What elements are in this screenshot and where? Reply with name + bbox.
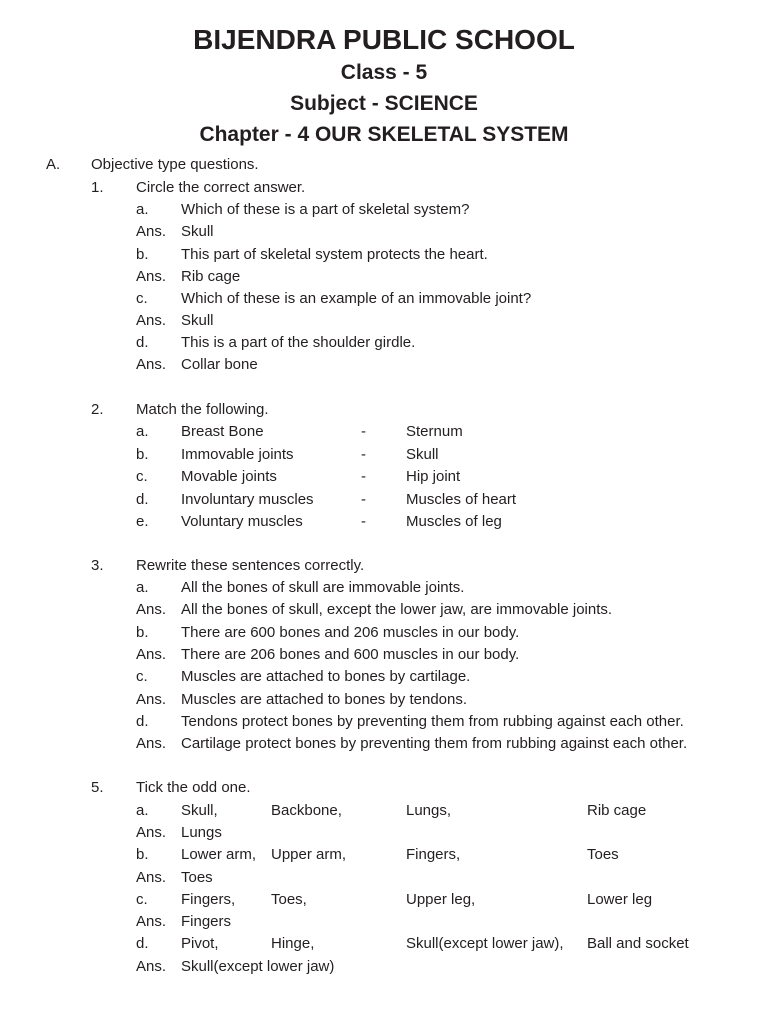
- item-text: This is a part of the shoulder girdle.: [181, 334, 416, 351]
- option-3: Lungs,: [406, 802, 452, 819]
- match-dash: -: [361, 491, 366, 508]
- answer-text: All the bones of skull, except the lower jaw, are immovable joints.: [181, 601, 613, 618]
- item-text: All the bones of skull are immovable joints.: [181, 579, 465, 596]
- match-left: Movable joints: [181, 468, 277, 485]
- answer-text: Collar bone: [181, 356, 258, 373]
- answer-label: Ans.: [136, 268, 167, 285]
- match-right: Hip joint: [406, 468, 461, 485]
- answer-label: Ans.: [136, 356, 167, 373]
- answer-label: Ans.: [136, 913, 167, 930]
- item-label: a.: [136, 201, 149, 218]
- answer-text: Muscles are attached to bones by tendons.: [181, 691, 468, 708]
- option-2: Hinge,: [271, 935, 315, 952]
- option-1: Pivot,: [181, 935, 219, 952]
- answer-text: There are 206 bones and 600 muscles in our body.: [181, 646, 520, 663]
- option-4: Lower leg: [587, 891, 653, 908]
- answer-label: Ans.: [136, 691, 167, 708]
- match-label: a.: [136, 423, 149, 440]
- subject-heading: Subject - SCIENCE: [290, 92, 478, 115]
- school-name: BIJENDRA PUBLIC SCHOOL: [193, 24, 575, 55]
- match-label: e.: [136, 513, 149, 530]
- answer-label: Ans.: [136, 735, 167, 752]
- question-number: 5.: [91, 779, 104, 796]
- option-4: Ball and socket: [587, 935, 689, 952]
- answer-label: Ans.: [136, 312, 167, 329]
- question-title: Tick the odd one.: [136, 779, 251, 796]
- answer-label: Ans.: [136, 223, 167, 240]
- item-text: There are 600 bones and 206 muscles in our body.: [181, 624, 520, 641]
- option-4: Rib cage: [587, 802, 647, 819]
- option-3: Fingers,: [406, 846, 461, 863]
- option-2: Backbone,: [271, 802, 342, 819]
- section-title: Objective type questions.: [91, 156, 259, 173]
- option-label: c.: [136, 891, 148, 908]
- item-label: d.: [136, 334, 149, 351]
- option-2: Upper arm,: [271, 846, 347, 863]
- answer-text: Lungs: [181, 824, 222, 841]
- item-label: b.: [136, 624, 149, 641]
- answer-label: Ans.: [136, 869, 167, 886]
- match-right: Muscles of heart: [406, 491, 517, 508]
- match-left: Involuntary muscles: [181, 491, 314, 508]
- option-label: b.: [136, 846, 149, 863]
- option-1: Skull,: [181, 802, 218, 819]
- match-left: Breast Bone: [181, 423, 264, 440]
- item-label: c.: [136, 290, 148, 307]
- answer-text: Skull(except lower jaw): [181, 958, 335, 975]
- answer-label: Ans.: [136, 601, 167, 618]
- question-title: Match the following.: [136, 401, 269, 418]
- item-text: Muscles are attached to bones by cartilage.: [181, 668, 471, 685]
- option-label: d.: [136, 935, 149, 952]
- option-1: Lower arm,: [181, 846, 257, 863]
- match-left: Immovable joints: [181, 446, 294, 463]
- item-label: a.: [136, 579, 149, 596]
- option-2: Toes,: [271, 891, 307, 908]
- match-label: c.: [136, 468, 148, 485]
- match-left: Voluntary muscles: [181, 513, 303, 530]
- item-label: d.: [136, 713, 149, 730]
- item-text: Tendons protect bones by preventing them from rubbing against each other.: [181, 713, 684, 730]
- match-dash: -: [361, 446, 366, 463]
- match-label: d.: [136, 491, 149, 508]
- match-right: Skull: [406, 446, 439, 463]
- item-label: c.: [136, 668, 148, 685]
- answer-text: Skull: [181, 312, 214, 329]
- question-number: 2.: [91, 401, 104, 418]
- question-title: Rewrite these sentences correctly.: [136, 557, 365, 574]
- option-3: Upper leg,: [406, 891, 476, 908]
- question-number: 1.: [91, 179, 104, 196]
- match-dash: -: [361, 468, 366, 485]
- section-marker: A.: [46, 156, 61, 173]
- answer-label: Ans.: [136, 646, 167, 663]
- class-heading: Class - 5: [340, 61, 428, 84]
- option-label: a.: [136, 802, 149, 819]
- match-right: Muscles of leg: [406, 513, 502, 530]
- question-title: Circle the correct answer.: [136, 179, 306, 196]
- answer-text: Cartilage protect bones by preventing them from rubbing against each other.: [181, 735, 688, 752]
- match-right: Sternum: [406, 423, 463, 440]
- answer-label: Ans.: [136, 958, 167, 975]
- item-text: Which of these is a part of skeletal system?: [181, 201, 470, 218]
- answer-text: Rib cage: [181, 268, 241, 285]
- item-text: Which of these is an example of an immovable joint?: [181, 290, 532, 307]
- match-dash: -: [361, 423, 366, 440]
- question-number: 3.: [91, 557, 104, 574]
- match-dash: -: [361, 513, 366, 530]
- answer-text: Fingers: [181, 913, 232, 930]
- chapter-heading: Chapter - 4 OUR SKELETAL SYSTEM: [199, 123, 569, 146]
- item-label: b.: [136, 246, 149, 263]
- option-4: Toes: [587, 846, 619, 863]
- item-text: This part of skeletal system protects the heart.: [181, 246, 488, 263]
- answer-label: Ans.: [136, 824, 167, 841]
- answer-text: Toes: [181, 869, 213, 886]
- match-label: b.: [136, 446, 149, 463]
- answer-text: Skull: [181, 223, 214, 240]
- option-1: Fingers,: [181, 891, 236, 908]
- option-3: Skull(except lower jaw),: [406, 935, 564, 952]
